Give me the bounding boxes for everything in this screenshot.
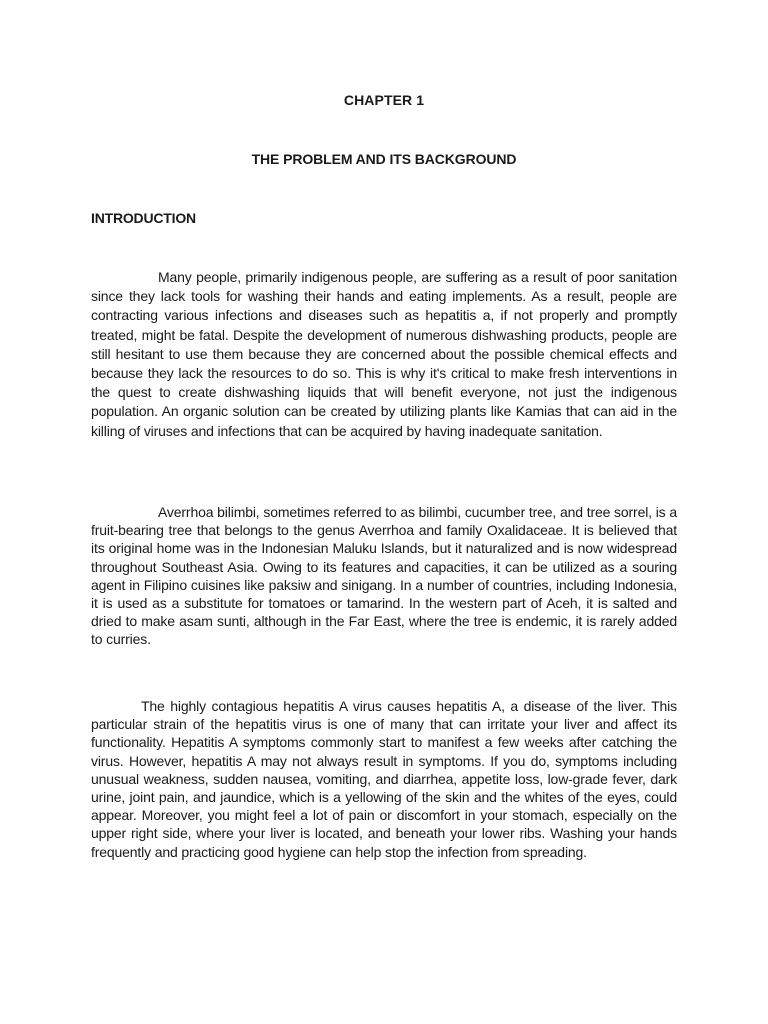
chapter-heading: CHAPTER 1 [343, 92, 425, 108]
paragraph-bilimbi: Averrhoa bilimbi, sometimes referred to as bilimbi, cucumber tree, and tree sorrel, is a fruit-bearing tree that belongs to the genus Averrhoa and family Oxalidaceae. It is believed that its original home was in the Indonesian Maluku Islands, but it naturalized and is now widespread throughout Southeast Asia. Owing to its features and capacities, it can be utilized as a souring agent in Filipino cuisines like paksiw and sinigang. In a number of countries, including Indonesia, it is used as a substitute for tomatoes or tamarind. In the western part of Aceh, it is salted and dried to make asam sunti, although in the Far East, where the tree is endemic, it is rarely added to curries. [91, 504, 677, 648]
section-heading: INTRODUCTION [91, 210, 196, 226]
chapter-title: THE PROBLEM AND ITS BACKGROUND [251, 151, 517, 167]
paragraph-hepatitis: The highly contagious hepatitis A virus causes hepatitis A, a disease of the liver. This particular strain of the hepatitis virus is one of many that can irritate your liver and affect its functionality. Hepatitis A symptoms commonly start to manifest a few weeks after catching the virus. However, hepatitis A may not always result in symptoms. If you do, symptoms including unusual weakness, sudden nausea, vomiting, and diarrhea, appetite loss, low-grade fever, dark urine, joint pain, and jaundice, which is a yellowing of the skin and the whites of the eyes, could appear. Moreover, you might feel a lot of pain or discomfort in your stomach, especially on the upper right side, where your liver is located, and beneath your lower ribs. Washing your hands frequently and practicing good hygiene can help stop the infection from spreading. [91, 698, 677, 860]
paragraph-sanitation: Many people, primarily indigenous people, are suffering as a result of poor sanitation since they lack tools for washing their hands and eating implements. As a result, people are contracting various infections and diseases such as hepatitis a, if not properly and promptly treated, might be fatal. Despite the development of numerous dishwashing products, people are still hesitant to use them because they are concerned about the possible chemical effects and because they lack the resources to do so. This is why it's critical to make fresh interventions in the quest to create dishwashing liquids that will benefit everyone, not just the indigenous population. An organic solution can be created by utilizing plants like Kamias that can aid in the killing of viruses and infections that can be acquired by having inadequate sanitation. [91, 269, 677, 439]
